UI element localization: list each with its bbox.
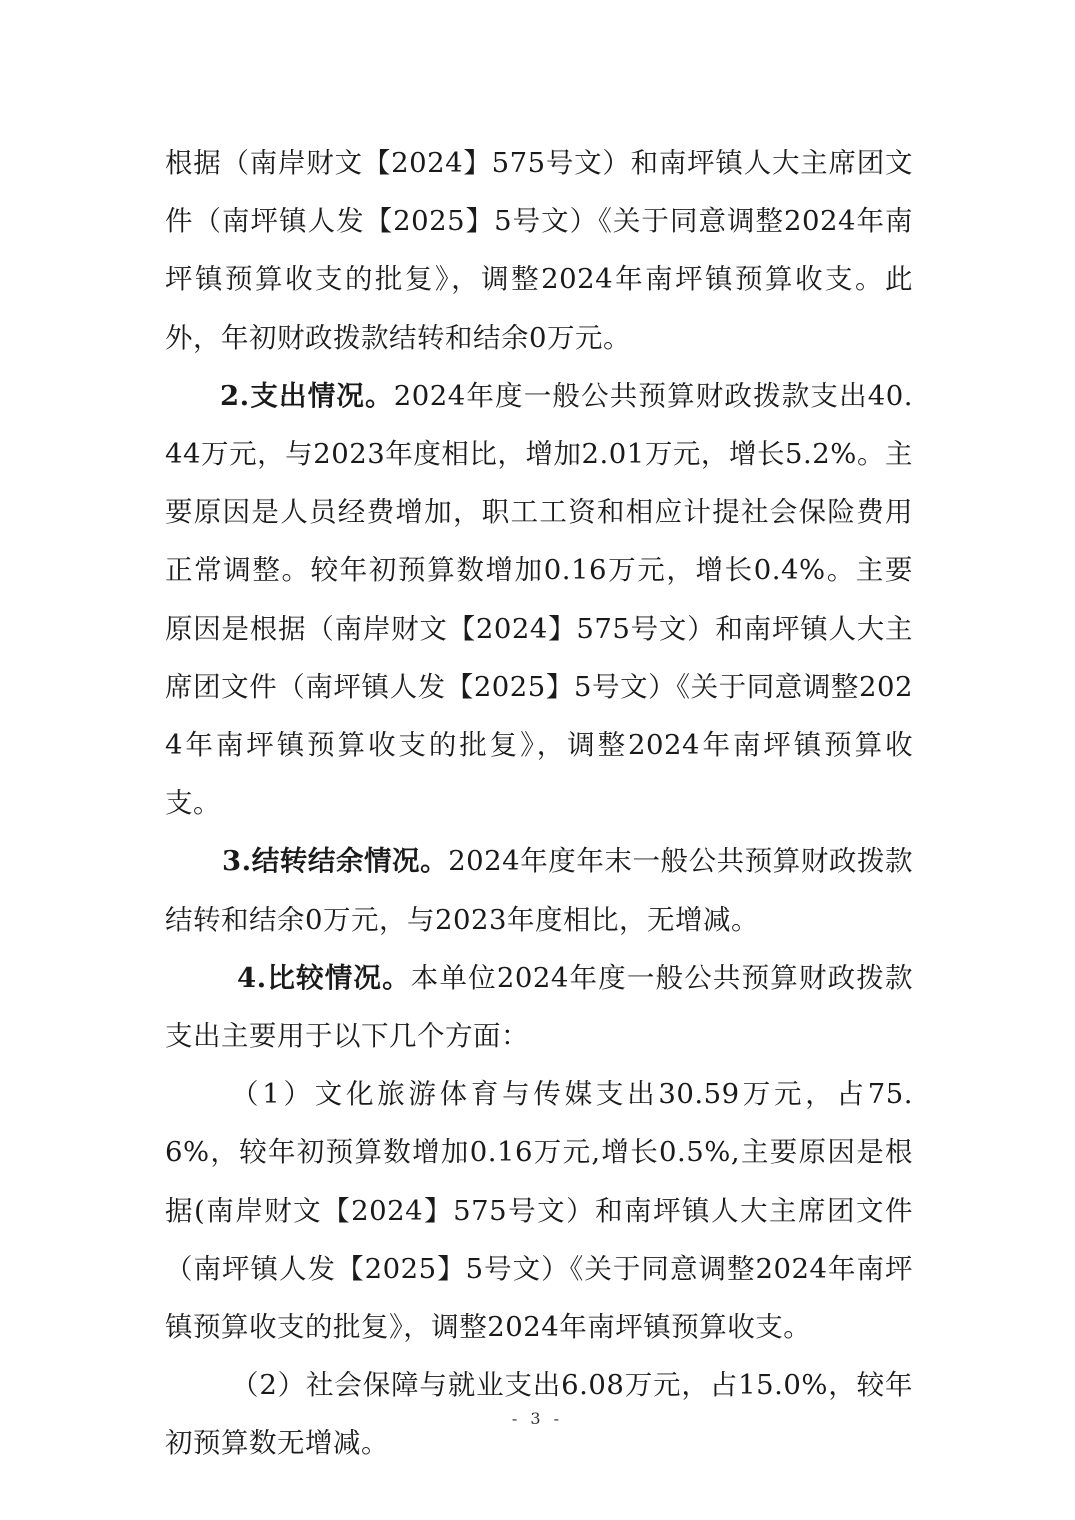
paragraph-text: 2024年度一般公共预算财政拨款支出40.44万元，与2023年度相比，增加2.01万元，增长5.2%。主要原因是人员经费增加，职工工资和相应计提社会保险费用正常调整。较年初预算数增加0.16万元，增长0.4%。主要原因是根据（南岸财文【2024】575号文）和南坪镇人大主席团文件（南坪镇人发【2025】5号文）《关于同意调整2024年南坪镇预算收支的批复》，调整2024年南坪镇预算收支。 <box>165 379 913 820</box>
paragraph-text: 2024年度年末一般公共预算财政拨款结转和结余0万元，与2023年度相比，无增减。 <box>165 845 913 936</box>
paragraph-text: （1）文化旅游体育与传媒支出30.59万元，占75.6%，较年初预算数增加0.16万元,增长0.5%,主要原因是根据(南岸财文【2024】575号文）和南坪镇人大主席团文件（南坪镇人发【2025】5号文）《关于同意调整2024年南坪镇预算收支的批复》，调整2024年南坪镇预算收支。 <box>165 1078 913 1344</box>
section-heading-expenditure: 2.支出情况。 <box>220 379 394 412</box>
paragraph-comparison <box>165 949 913 1065</box>
page-number: - 3 - <box>511 1409 564 1428</box>
section-heading-comparison: 4.比较情况。 <box>237 961 411 994</box>
paragraph-item-culture-tourism <box>165 1065 913 1356</box>
paragraph-carryover <box>165 832 913 948</box>
paragraph-text: 本单位2024年度一般公共预算财政拨款支出主要用于以下几个方面： <box>165 961 913 1053</box>
section-heading-carryover: 3.结转结余情况。 <box>222 845 449 878</box>
paragraph-text: （2）社会保障与就业支出6.08万元，占15.0%，较年初预算数无增减。 <box>165 1369 913 1460</box>
document-body <box>165 134 913 1473</box>
paragraph-text: 根据（南岸财文【2024】575号文）和南坪镇人大主席团文件（南坪镇人发【2025】5号文）《关于同意调整2024年南坪镇预算收支的批复》，调整2024年南坪镇预算收支。此外，年初财政拨款结转和结余0万元。 <box>165 147 913 354</box>
paragraph-budget-adjustment <box>165 134 913 367</box>
paragraph-expenditure <box>165 367 913 833</box>
